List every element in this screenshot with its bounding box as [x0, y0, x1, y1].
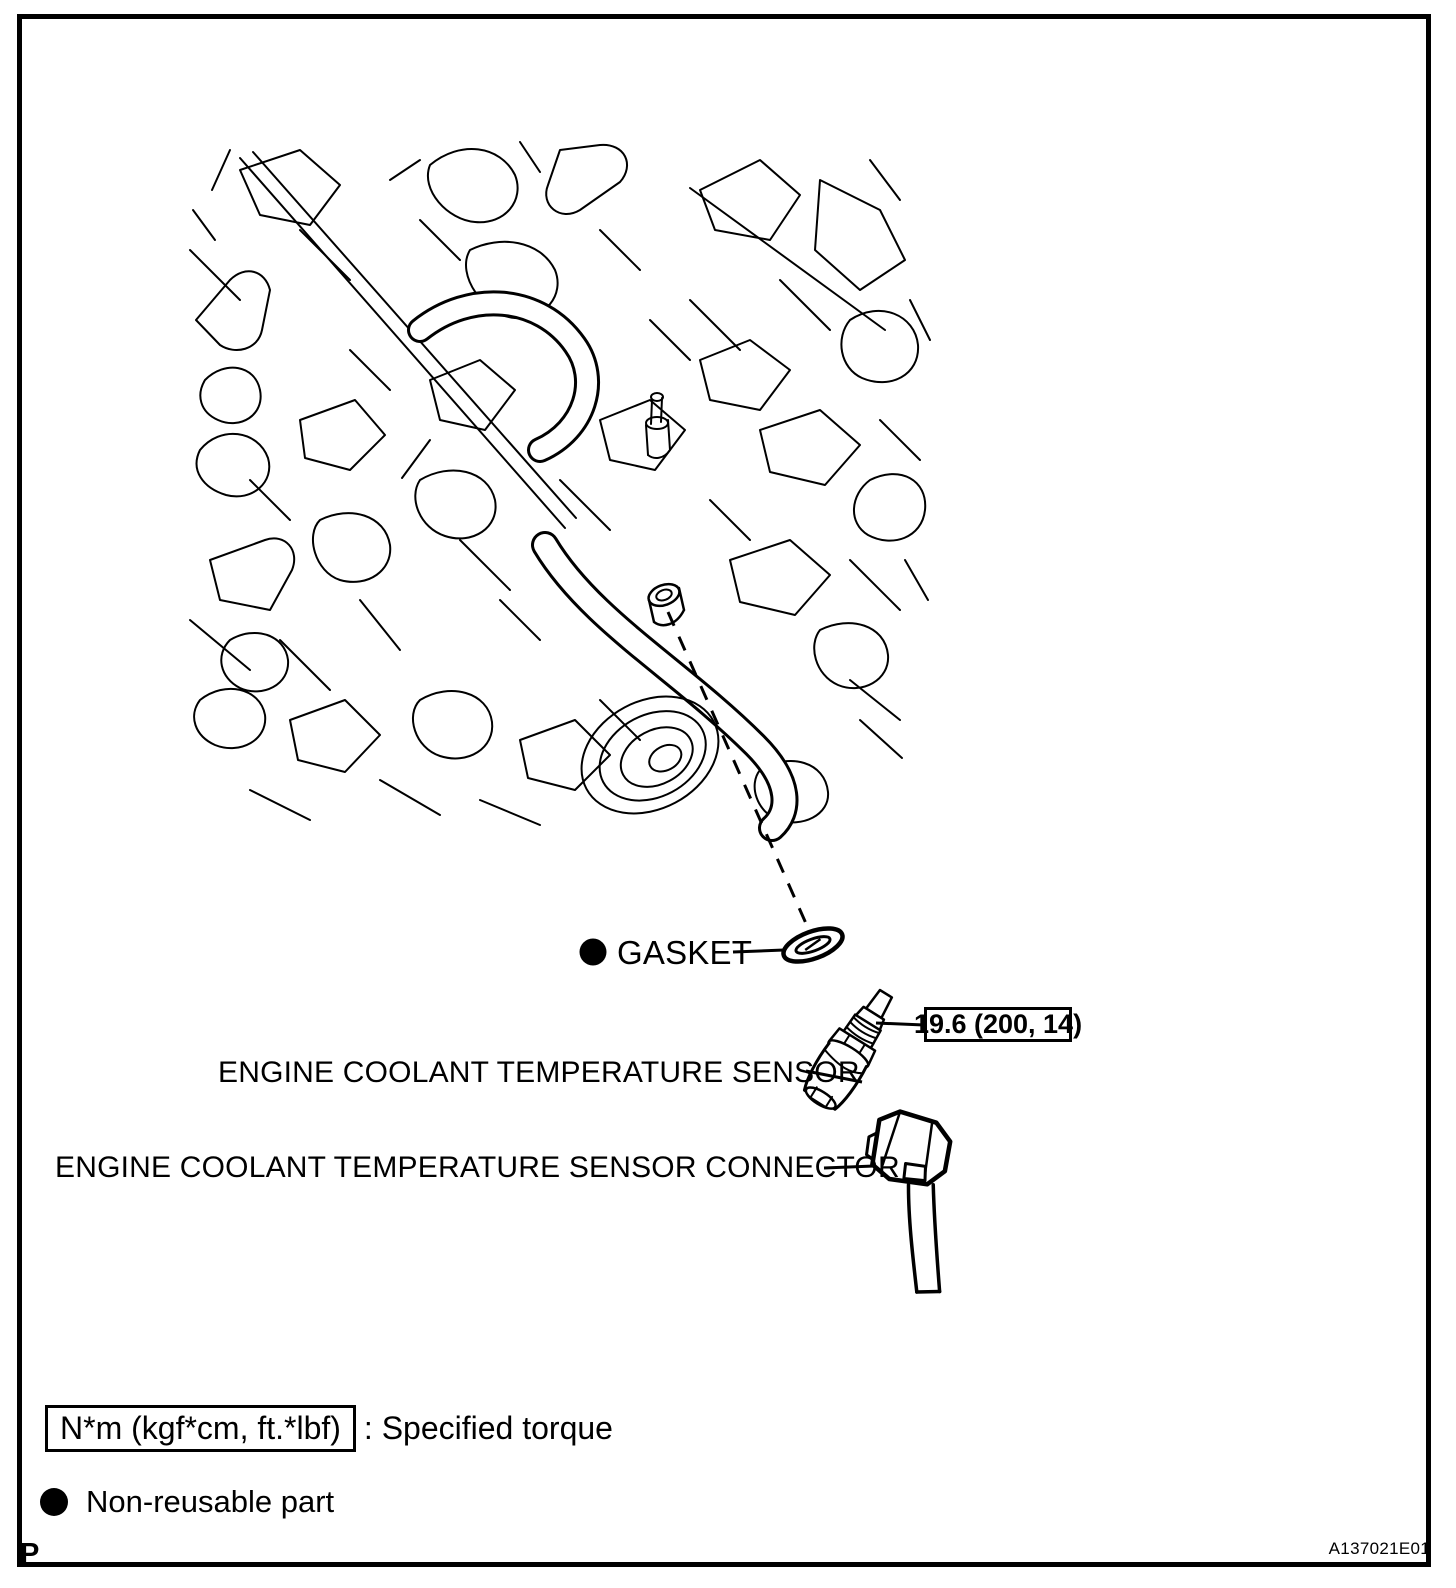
non-reusable-text: Non-reusable part — [86, 1484, 335, 1519]
torque-unit-box — [45, 1405, 356, 1452]
connector-drawing — [835, 1106, 979, 1298]
engine-hose-lower — [545, 545, 785, 828]
sensor-drawing — [798, 982, 906, 1116]
engine-hose-upper — [420, 303, 587, 450]
torque-legend — [45, 1405, 613, 1452]
figure-code: A137021E01 — [1328, 1539, 1430, 1558]
sensor-label: ENGINE COOLANT TEMPERATURE SENSOR — [218, 1056, 860, 1089]
torque-spec-box — [913, 1007, 1083, 1042]
engine-illustration — [190, 142, 930, 836]
gasket-drawing — [779, 922, 846, 969]
engine-sensor-boss — [646, 580, 684, 625]
gasket-label: GASKET — [617, 934, 753, 971]
gasket-bullet-icon — [580, 939, 607, 966]
torque-spec-value: 19.6 (200, 14) — [913, 1009, 1083, 1039]
connector-label: ENGINE COOLANT TEMPERATURE SENSOR CONNECTOR — [55, 1151, 900, 1184]
engine-stud — [646, 393, 670, 458]
torque-unit-meaning: : Specified torque — [363, 1410, 613, 1446]
page-marker: P — [20, 1538, 40, 1570]
torque-unit-text: N*m (kgf*cm, ft.*lbf) — [60, 1410, 341, 1446]
non-reusable-legend — [40, 1479, 334, 1525]
non-reusable-bullet-icon — [40, 1488, 68, 1516]
